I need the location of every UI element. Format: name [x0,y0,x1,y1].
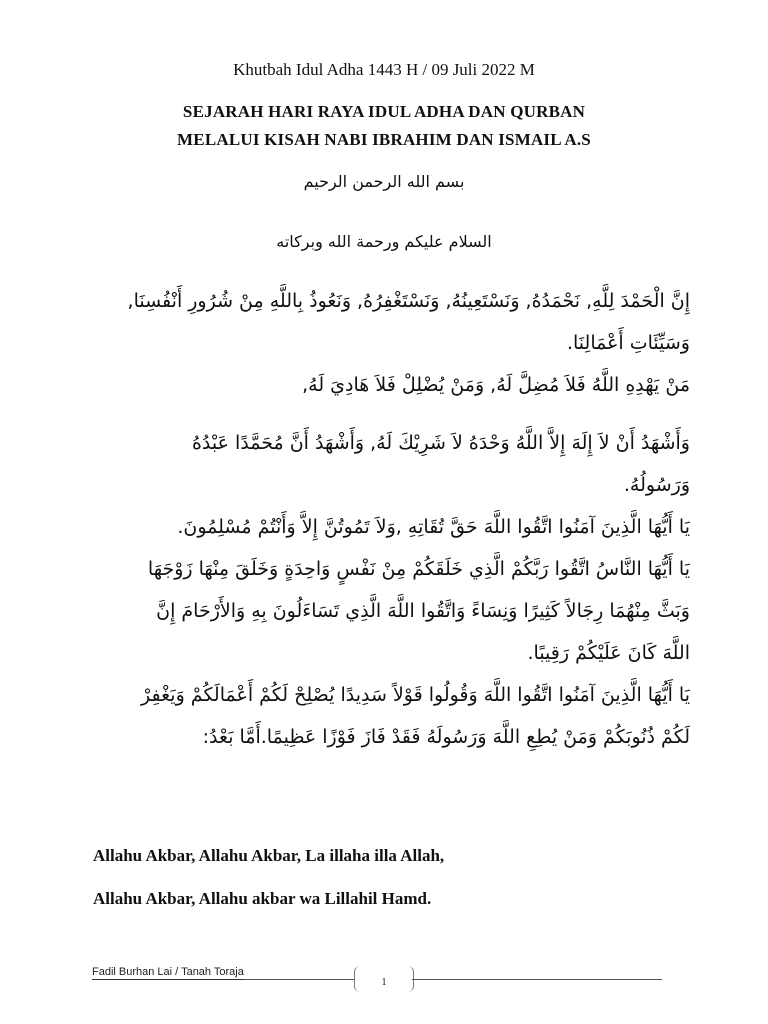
page-number-box [354,966,414,992]
arabic-line: يَا أَيُّهَا الَّذِينَ آمَنُوا اتَّقُوا اللَّهَ حَقَّ تُقَاتِهِ ,وَلاَ تَمُوتُنَّ إِلاَّ وَأَنْتُمْ مُسْلِمُونَ. [177,516,690,538]
arabic-line: وَرَسُولُهُ. [623,474,690,496]
takbir-line-1: Allahu Akbar, Allahu Akbar, La illaha illa Allah, [93,846,445,865]
arabic-line: يَا أَيُّهَا النَّاسُ اتَّقُوا رَبَّكُمْ الَّذِي خَلَقَكُمْ مِنْ نَفْسٍ وَاحِدَةٍ وَخَلَقَ مِنْهَا زَوْجَهَا [147,558,690,580]
footer-divider-right [412,979,662,980]
arabic-line: مَنْ يَهْدِهِ اللَّهُ فَلاَ مُضِلَّ لَهُ, وَمَنْ يُضْلِلْ فَلاَ هَادِيَ لَهُ, [302,374,690,396]
salam-greeting: السلام عليكم ورحمة الله وبركاته [276,232,492,251]
title-line-2: MELALUI KISAH NABI IBRAHIM DAN ISMAIL A.S [177,130,591,149]
title-line-1: SEJARAH HARI RAYA IDUL ADHA DAN QURBAN [182,102,586,121]
footer-author: Fadil Burhan Lai / Tanah Toraja [92,966,244,978]
arabic-line: لَكُمْ ذُنُوبَكُمْ وَمَنْ يُطِعِ اللَّهَ وَرَسُولَهُ فَقَدْ فَازَ فَوْزًا عَظِيمًا.أَمَّا بَعْدُ: [202,726,690,748]
arabic-opening-text [90,280,690,758]
basmala: بسم الله الرحمن الرحيم [303,172,465,191]
arabic-line: وَأَشْهَدُ أَنْ لاَ إِلَهَ إِلاَّ اللَّهُ وَحْدَهُ لاَ شَرِيْكَ لَهُ, وَأَشْهَدُ أَنَّ مُحَمَّدًا عَبْدُهُ [191,432,690,454]
page-footer [92,966,672,1006]
arabic-line: إِنَّ الْحَمْدَ لِلَّهِ, نَحْمَدُهُ, وَنَسْتَعِينُهُ, وَنَسْتَغْفِرُهُ, وَنَعُوذُ بِاللَّهِ مِنْ شُرُورِ أَنْفُسِنَا, [127,290,690,312]
arabic-line: يَا أَيُّهَا الَّذِينَ آمَنُوا اتَّقُوا اللَّهَ وَقُولُوا قَوْلاً سَدِيدًا يُصْلِحْ لَكُمْ أَعْمَالَكُمْ وَيَغْفِرْ [141,684,690,706]
khutbah-date-header: Khutbah Idul Adha 1443 H / 09 Juli 2022 M [233,60,535,79]
arabic-line: اللَّهَ كَانَ عَلَيْكُمْ رَقِيبًا. [527,642,690,664]
page-number: 1 [381,977,387,988]
arabic-line: وَسَيِّئَاتِ أَعْمَالِنَا. [566,332,690,354]
arabic-line: وَبَثَّ مِنْهُمَا رِجَالاً كَثِيرًا وَنِسَاءً وَاتَّقُوا اللَّهَ الَّذِي تَسَاءَلُونَ بِهِ وَالأَرْحَامَ إِنَّ [156,600,690,622]
takbir-line-2: Allahu Akbar, Allahu akbar wa Lillahil Hamd. [93,889,432,908]
document-title [0,98,768,154]
